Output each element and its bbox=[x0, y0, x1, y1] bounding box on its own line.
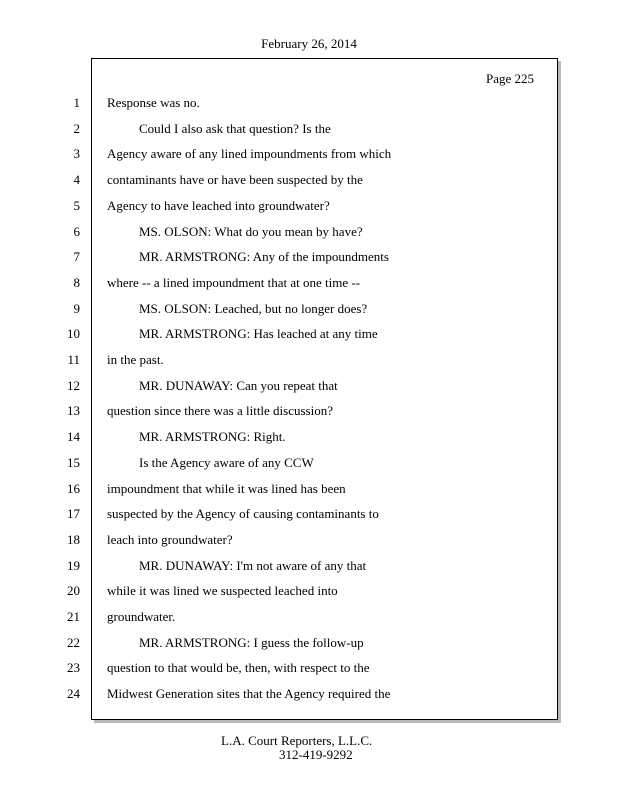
line-number: 7 bbox=[73, 249, 80, 264]
line-text: while it was lined we suspected leached into bbox=[107, 583, 338, 598]
line-text: MS. OLSON: What do you mean by have? bbox=[139, 224, 363, 239]
line-text: question to that would be, then, with respect to the bbox=[107, 660, 370, 675]
transcript-date: February 26, 2014 bbox=[261, 36, 357, 51]
line-number: 3 bbox=[73, 146, 80, 161]
line-text: MS. OLSON: Leached, but no longer does? bbox=[139, 301, 368, 316]
line-number: 15 bbox=[67, 455, 80, 470]
transcript-line bbox=[0, 402, 560, 420]
line-text: Agency aware of any lined impoundments from which bbox=[107, 146, 392, 161]
transcript-line bbox=[0, 197, 560, 215]
transcript-line bbox=[0, 351, 560, 369]
transcript-line bbox=[0, 120, 560, 138]
line-number: 8 bbox=[73, 275, 80, 290]
line-number: 18 bbox=[67, 532, 80, 547]
line-number: 13 bbox=[67, 403, 80, 418]
line-text: Agency to have leached into groundwater? bbox=[107, 198, 330, 213]
line-number: 1 bbox=[73, 95, 80, 110]
line-number: 10 bbox=[67, 326, 80, 341]
line-text: suspected by the Agency of causing contaminants to bbox=[107, 506, 379, 521]
transcript-line bbox=[0, 94, 560, 112]
transcript-line bbox=[0, 274, 560, 292]
line-number: 24 bbox=[67, 686, 80, 701]
line-text: Response was no. bbox=[107, 95, 200, 110]
line-text: groundwater. bbox=[107, 609, 176, 624]
transcript-line bbox=[0, 248, 560, 266]
page-number: Page 225 bbox=[486, 71, 535, 86]
line-number: 22 bbox=[67, 635, 80, 650]
transcript-line bbox=[0, 377, 560, 395]
line-text: where -- a lined impoundment that at one time -- bbox=[107, 275, 361, 290]
line-text: MR. ARMSTRONG: Any of the impoundments bbox=[139, 249, 389, 264]
transcript-line bbox=[0, 300, 560, 318]
line-text: leach into groundwater? bbox=[107, 532, 233, 547]
line-text: in the past. bbox=[107, 352, 164, 367]
transcript-line bbox=[0, 223, 560, 241]
line-number: 12 bbox=[67, 378, 80, 393]
line-text: MR. ARMSTRONG: Has leached at any time bbox=[139, 326, 378, 341]
transcript-line bbox=[0, 505, 560, 523]
line-number: 21 bbox=[67, 609, 80, 624]
line-text: MR. DUNAWAY: I'm not aware of any that bbox=[139, 558, 367, 573]
transcript-line bbox=[0, 582, 560, 600]
transcript-line bbox=[0, 557, 560, 575]
line-number: 2 bbox=[73, 121, 80, 136]
line-text: MR. ARMSTRONG: Right. bbox=[139, 429, 286, 444]
transcript-line bbox=[0, 171, 560, 189]
line-text: MR. ARMSTRONG: I guess the follow-up bbox=[139, 635, 364, 650]
transcript-line bbox=[0, 608, 560, 626]
line-text: question since there was a little discussion? bbox=[107, 403, 334, 418]
line-number: 16 bbox=[67, 481, 80, 496]
line-number: 20 bbox=[67, 583, 80, 598]
transcript-line bbox=[0, 685, 560, 703]
line-text: Midwest Generation sites that the Agency required the bbox=[107, 686, 391, 701]
line-number: 14 bbox=[67, 429, 80, 444]
transcript-line bbox=[0, 145, 560, 163]
court-reporter-name: L.A. Court Reporters, L.L.C. bbox=[221, 733, 373, 748]
line-text: contaminants have or have been suspected by the bbox=[107, 172, 363, 187]
line-number: 19 bbox=[67, 558, 80, 573]
transcript-line bbox=[0, 531, 560, 549]
line-number: 23 bbox=[67, 660, 80, 675]
transcript-line bbox=[0, 428, 560, 446]
line-number: 4 bbox=[73, 172, 80, 187]
line-number: 17 bbox=[67, 506, 80, 521]
transcript-line bbox=[0, 454, 560, 472]
line-text: impoundment that while it was lined has been bbox=[107, 481, 346, 496]
transcript-line bbox=[0, 659, 560, 677]
transcript-line bbox=[0, 634, 560, 652]
line-text: Could I also ask that question? Is the bbox=[139, 121, 331, 136]
line-number: 9 bbox=[73, 301, 80, 316]
line-number: 11 bbox=[67, 352, 80, 367]
line-number: 6 bbox=[73, 224, 80, 239]
transcript-line bbox=[0, 480, 560, 498]
transcript-line bbox=[0, 325, 560, 343]
line-number: 5 bbox=[73, 198, 80, 213]
court-reporter-phone: 312-419-9292 bbox=[279, 747, 353, 762]
line-text: MR. DUNAWAY: Can you repeat that bbox=[139, 378, 338, 393]
line-text: Is the Agency aware of any CCW bbox=[139, 455, 314, 470]
